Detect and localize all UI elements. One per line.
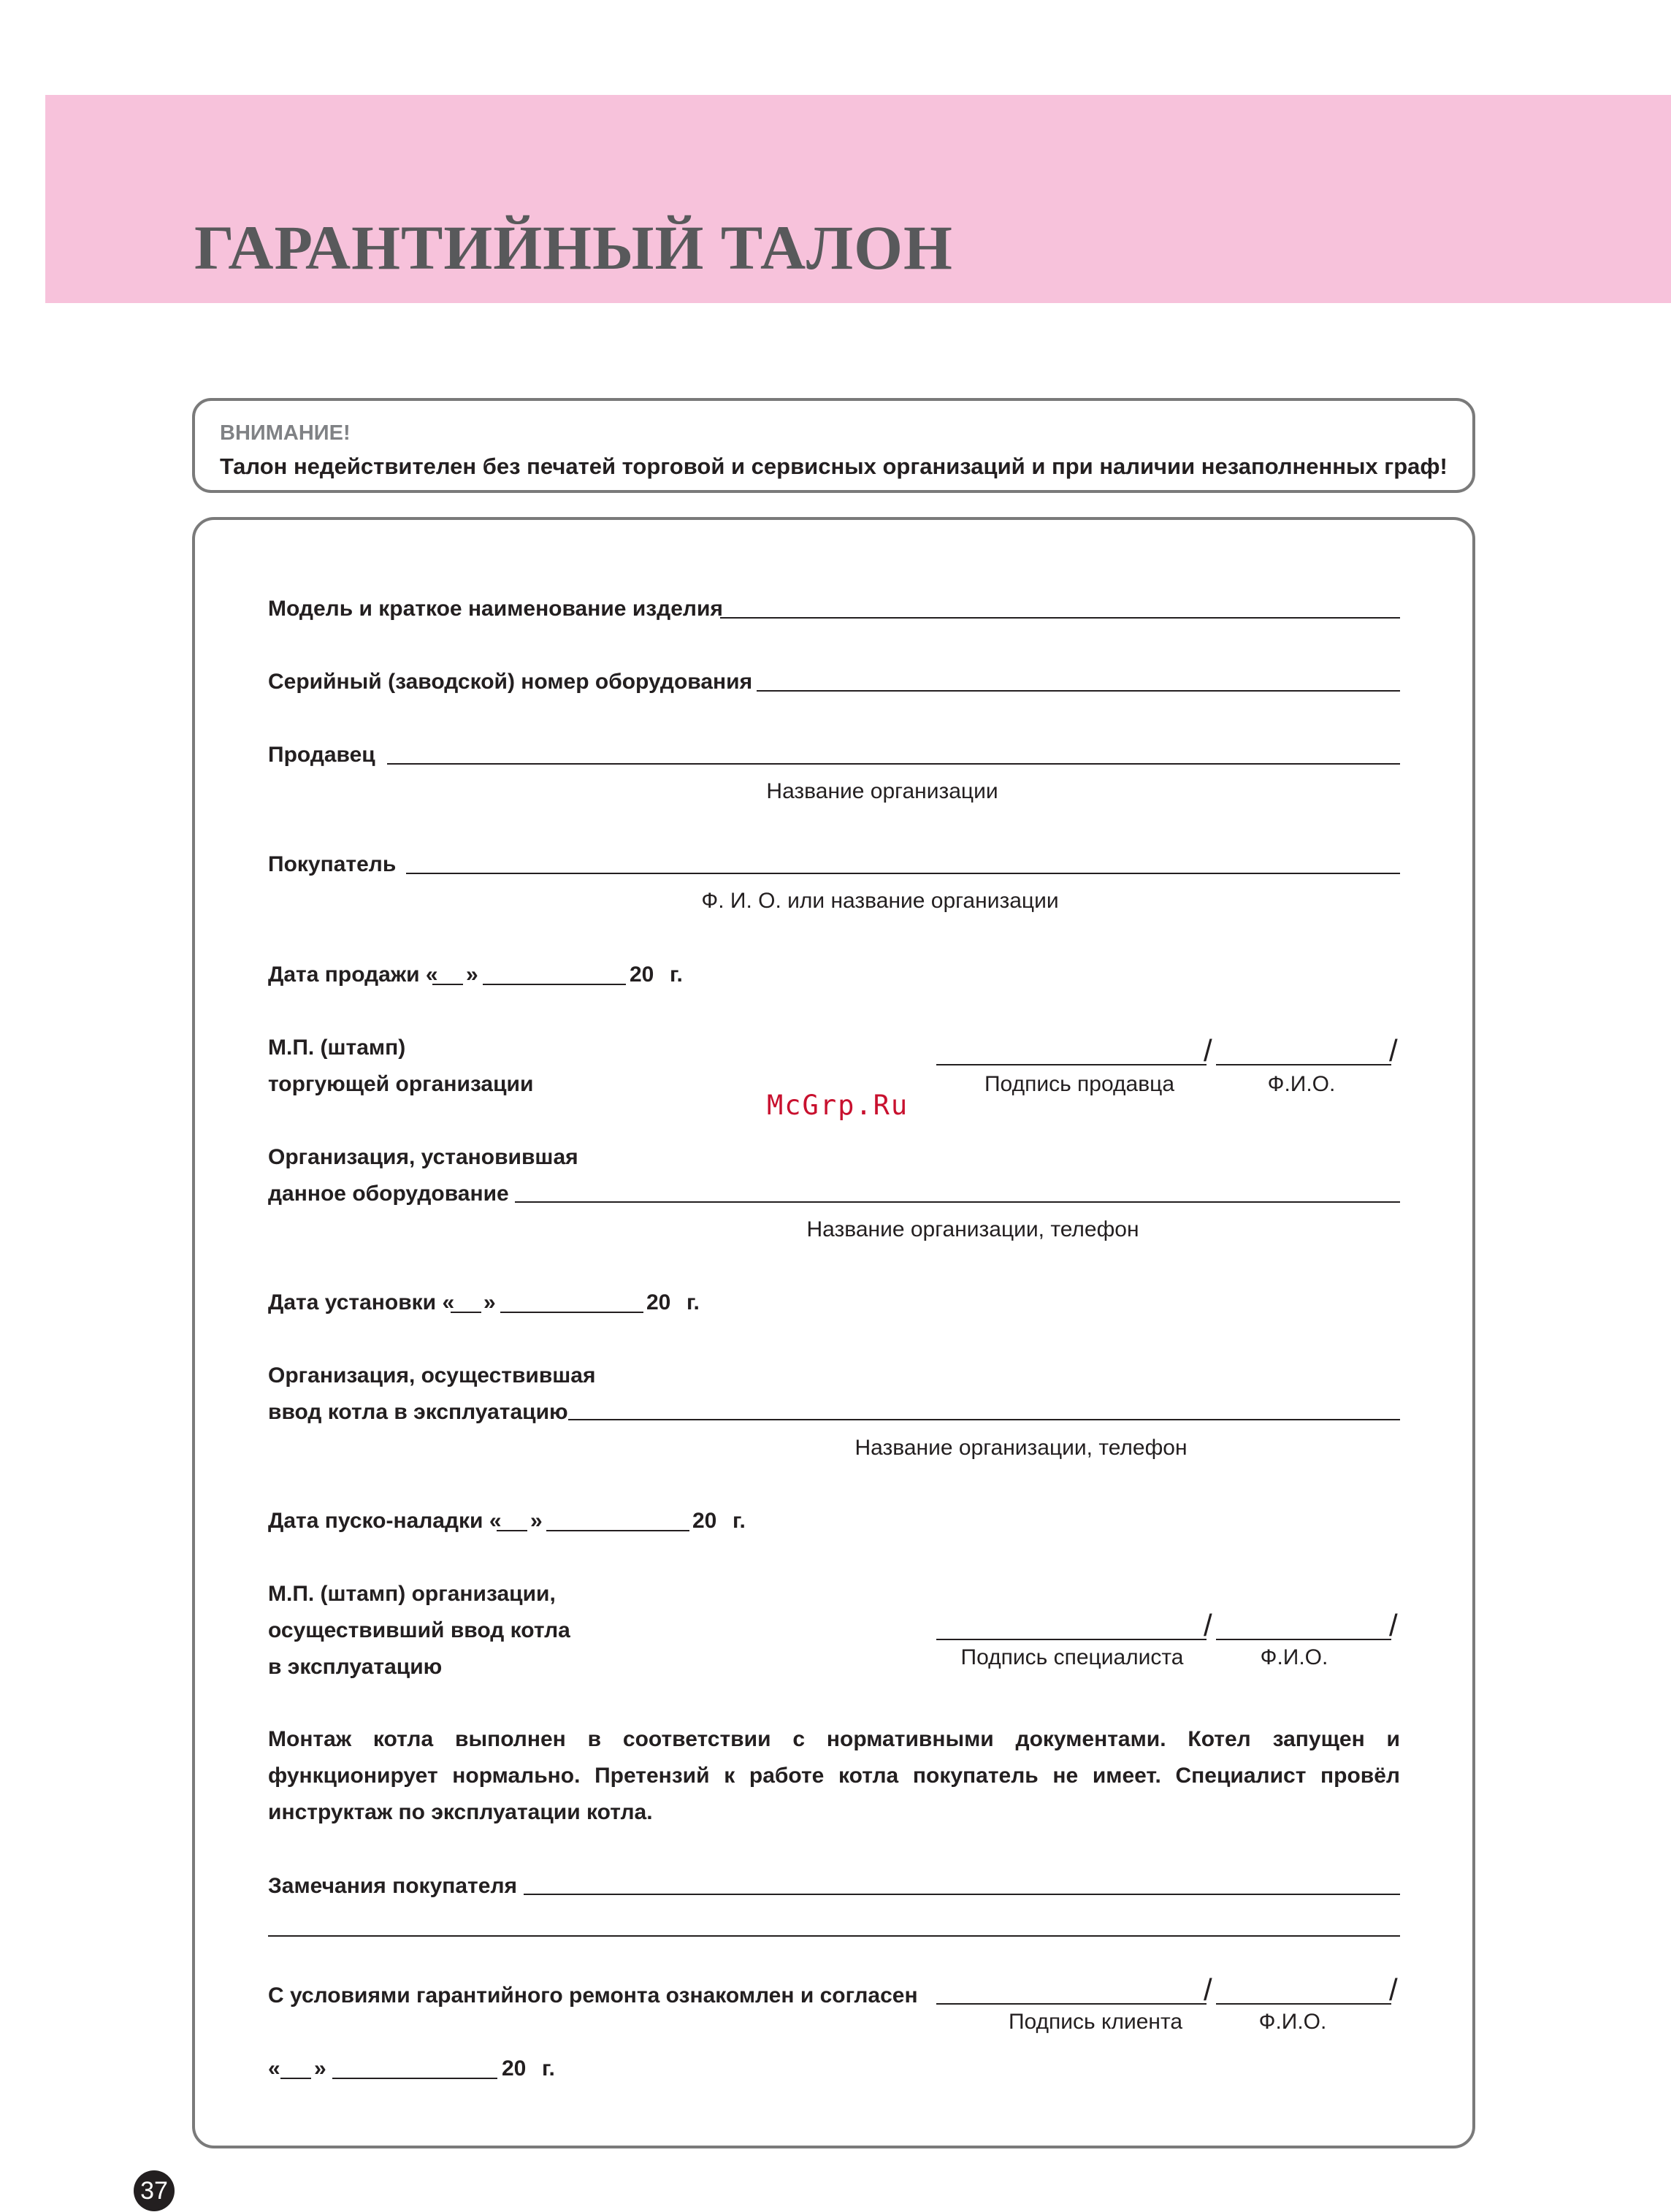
specialist-signature-field[interactable] xyxy=(936,1639,1207,1640)
seller-caption: Название организации xyxy=(766,779,998,803)
client-name-field[interactable] xyxy=(1216,2003,1391,2005)
remarks-label: Замечания покупателя xyxy=(268,1874,518,1898)
stamp-service-line1: М.П. (штамп) организации, xyxy=(268,1582,556,1606)
install-year-prefix: 20 xyxy=(646,1290,671,1314)
commission-year-prefix: 20 xyxy=(692,1509,717,1533)
install-year-suffix: г. xyxy=(687,1290,700,1314)
serial-field[interactable] xyxy=(757,690,1400,692)
notice-text: Талон недействителен без печатей торговой и сервисных организаций и при наличии незаполненных граф! xyxy=(220,454,1448,479)
client-name-caption: Ф.И.О. xyxy=(1258,2010,1327,2034)
stamp-service-line2: осуществивший ввод котла xyxy=(268,1618,570,1642)
install-date-close: » xyxy=(483,1290,496,1314)
seller-signature-field[interactable] xyxy=(936,1064,1207,1065)
final-year-prefix: 20 xyxy=(502,2056,527,2081)
watermark: McGrp.Ru xyxy=(767,1090,909,1121)
seller-label: Продавец xyxy=(268,743,375,767)
notice-box xyxy=(192,398,1475,493)
commission-year-suffix: г. xyxy=(733,1509,746,1533)
final-date-open: « xyxy=(268,2056,280,2081)
sale-date-label: Дата продажи « xyxy=(268,963,438,987)
final-year-suffix: г. xyxy=(542,2056,555,2081)
model-field[interactable] xyxy=(720,617,1400,619)
install-month-field[interactable] xyxy=(500,1312,643,1313)
client-signature-field[interactable] xyxy=(936,2003,1207,2005)
agree-label: С условиями гарантийного ремонта ознакомлен и согласен xyxy=(268,1983,918,2008)
buyer-label: Покупатель xyxy=(268,852,397,876)
installer-field[interactable] xyxy=(515,1201,1400,1203)
seller-field[interactable] xyxy=(387,763,1400,765)
page-number: 37 xyxy=(134,2170,175,2211)
stamp-trade-line2: торгующей организации xyxy=(268,1072,534,1096)
commissioner-line1: Организация, осуществившая xyxy=(268,1363,596,1388)
final-day-field[interactable] xyxy=(280,2078,311,2079)
commissioner-caption: Название организации, телефон xyxy=(854,1436,1188,1460)
remarks-field-2[interactable] xyxy=(268,1935,1400,1937)
seller-name-caption: Ф.И.О. xyxy=(1267,1072,1336,1096)
remarks-field-1[interactable] xyxy=(524,1894,1400,1895)
specialist-name-field[interactable] xyxy=(1216,1639,1391,1640)
specialist-sign-slash-1: / xyxy=(1204,1608,1212,1642)
warranty-form xyxy=(192,517,1475,2148)
commission-date-label: Дата пуско-наладки « xyxy=(268,1509,502,1533)
stamp-trade-line1: М.П. (штамп) xyxy=(268,1036,406,1060)
page-title: ГАРАНТИЙНЫЙ ТАЛОН xyxy=(194,213,953,283)
seller-sign-slash-2: / xyxy=(1389,1033,1398,1068)
commissioner-field[interactable] xyxy=(568,1419,1400,1420)
notice-heading: ВНИМАНИЕ! xyxy=(220,421,351,445)
stamp-service-line3: в эксплуатацию xyxy=(268,1655,443,1679)
buyer-field[interactable] xyxy=(406,873,1400,874)
commission-month-field[interactable] xyxy=(546,1530,689,1531)
client-sign-slash-1: / xyxy=(1204,1972,1212,2007)
client-sign-slash-2: / xyxy=(1389,1972,1398,2007)
commissioner-line2: ввод котла в эксплуатацию xyxy=(268,1400,568,1424)
sale-year-suffix: г. xyxy=(670,963,683,987)
serial-label: Серийный (заводской) номер оборудования xyxy=(268,670,753,694)
seller-signature-caption: Подпись продавца xyxy=(984,1072,1175,1096)
sale-year-prefix: 20 xyxy=(630,963,654,987)
seller-name-field[interactable] xyxy=(1216,1064,1391,1065)
specialist-signature-caption: Подпись специалиста xyxy=(960,1645,1184,1669)
specialist-sign-slash-2: / xyxy=(1389,1608,1398,1642)
final-date-close: » xyxy=(314,2056,326,2081)
statement-paragraph: Монтаж котла выполнен в соответствии с нормативными документами. Котел запущен и функционирует нормально. Претензий к работе котла покупатель не имеет. Специалист провёл инструктаж по эксплуатации котла. xyxy=(268,1727,1400,1824)
seller-sign-slash-1: / xyxy=(1204,1033,1212,1068)
sale-day-field[interactable] xyxy=(432,984,463,985)
model-label: Модель и краткое наименование изделия xyxy=(268,597,723,621)
sale-date-close: » xyxy=(466,963,478,987)
install-date-label: Дата установки « xyxy=(268,1290,455,1314)
client-signature-caption: Подпись клиента xyxy=(1008,2010,1183,2034)
sale-month-field[interactable] xyxy=(483,984,626,985)
buyer-caption: Ф. И. О. или название организации xyxy=(701,889,1059,913)
final-month-field[interactable] xyxy=(332,2078,497,2079)
installer-line2: данное оборудование xyxy=(268,1182,509,1206)
commission-date-close: » xyxy=(530,1509,543,1533)
installer-line1: Организация, установившая xyxy=(268,1145,578,1169)
commission-day-field[interactable] xyxy=(497,1530,527,1531)
install-day-field[interactable] xyxy=(451,1312,481,1313)
installer-caption: Название организации, телефон xyxy=(806,1217,1139,1241)
specialist-name-caption: Ф.И.О. xyxy=(1260,1645,1328,1669)
